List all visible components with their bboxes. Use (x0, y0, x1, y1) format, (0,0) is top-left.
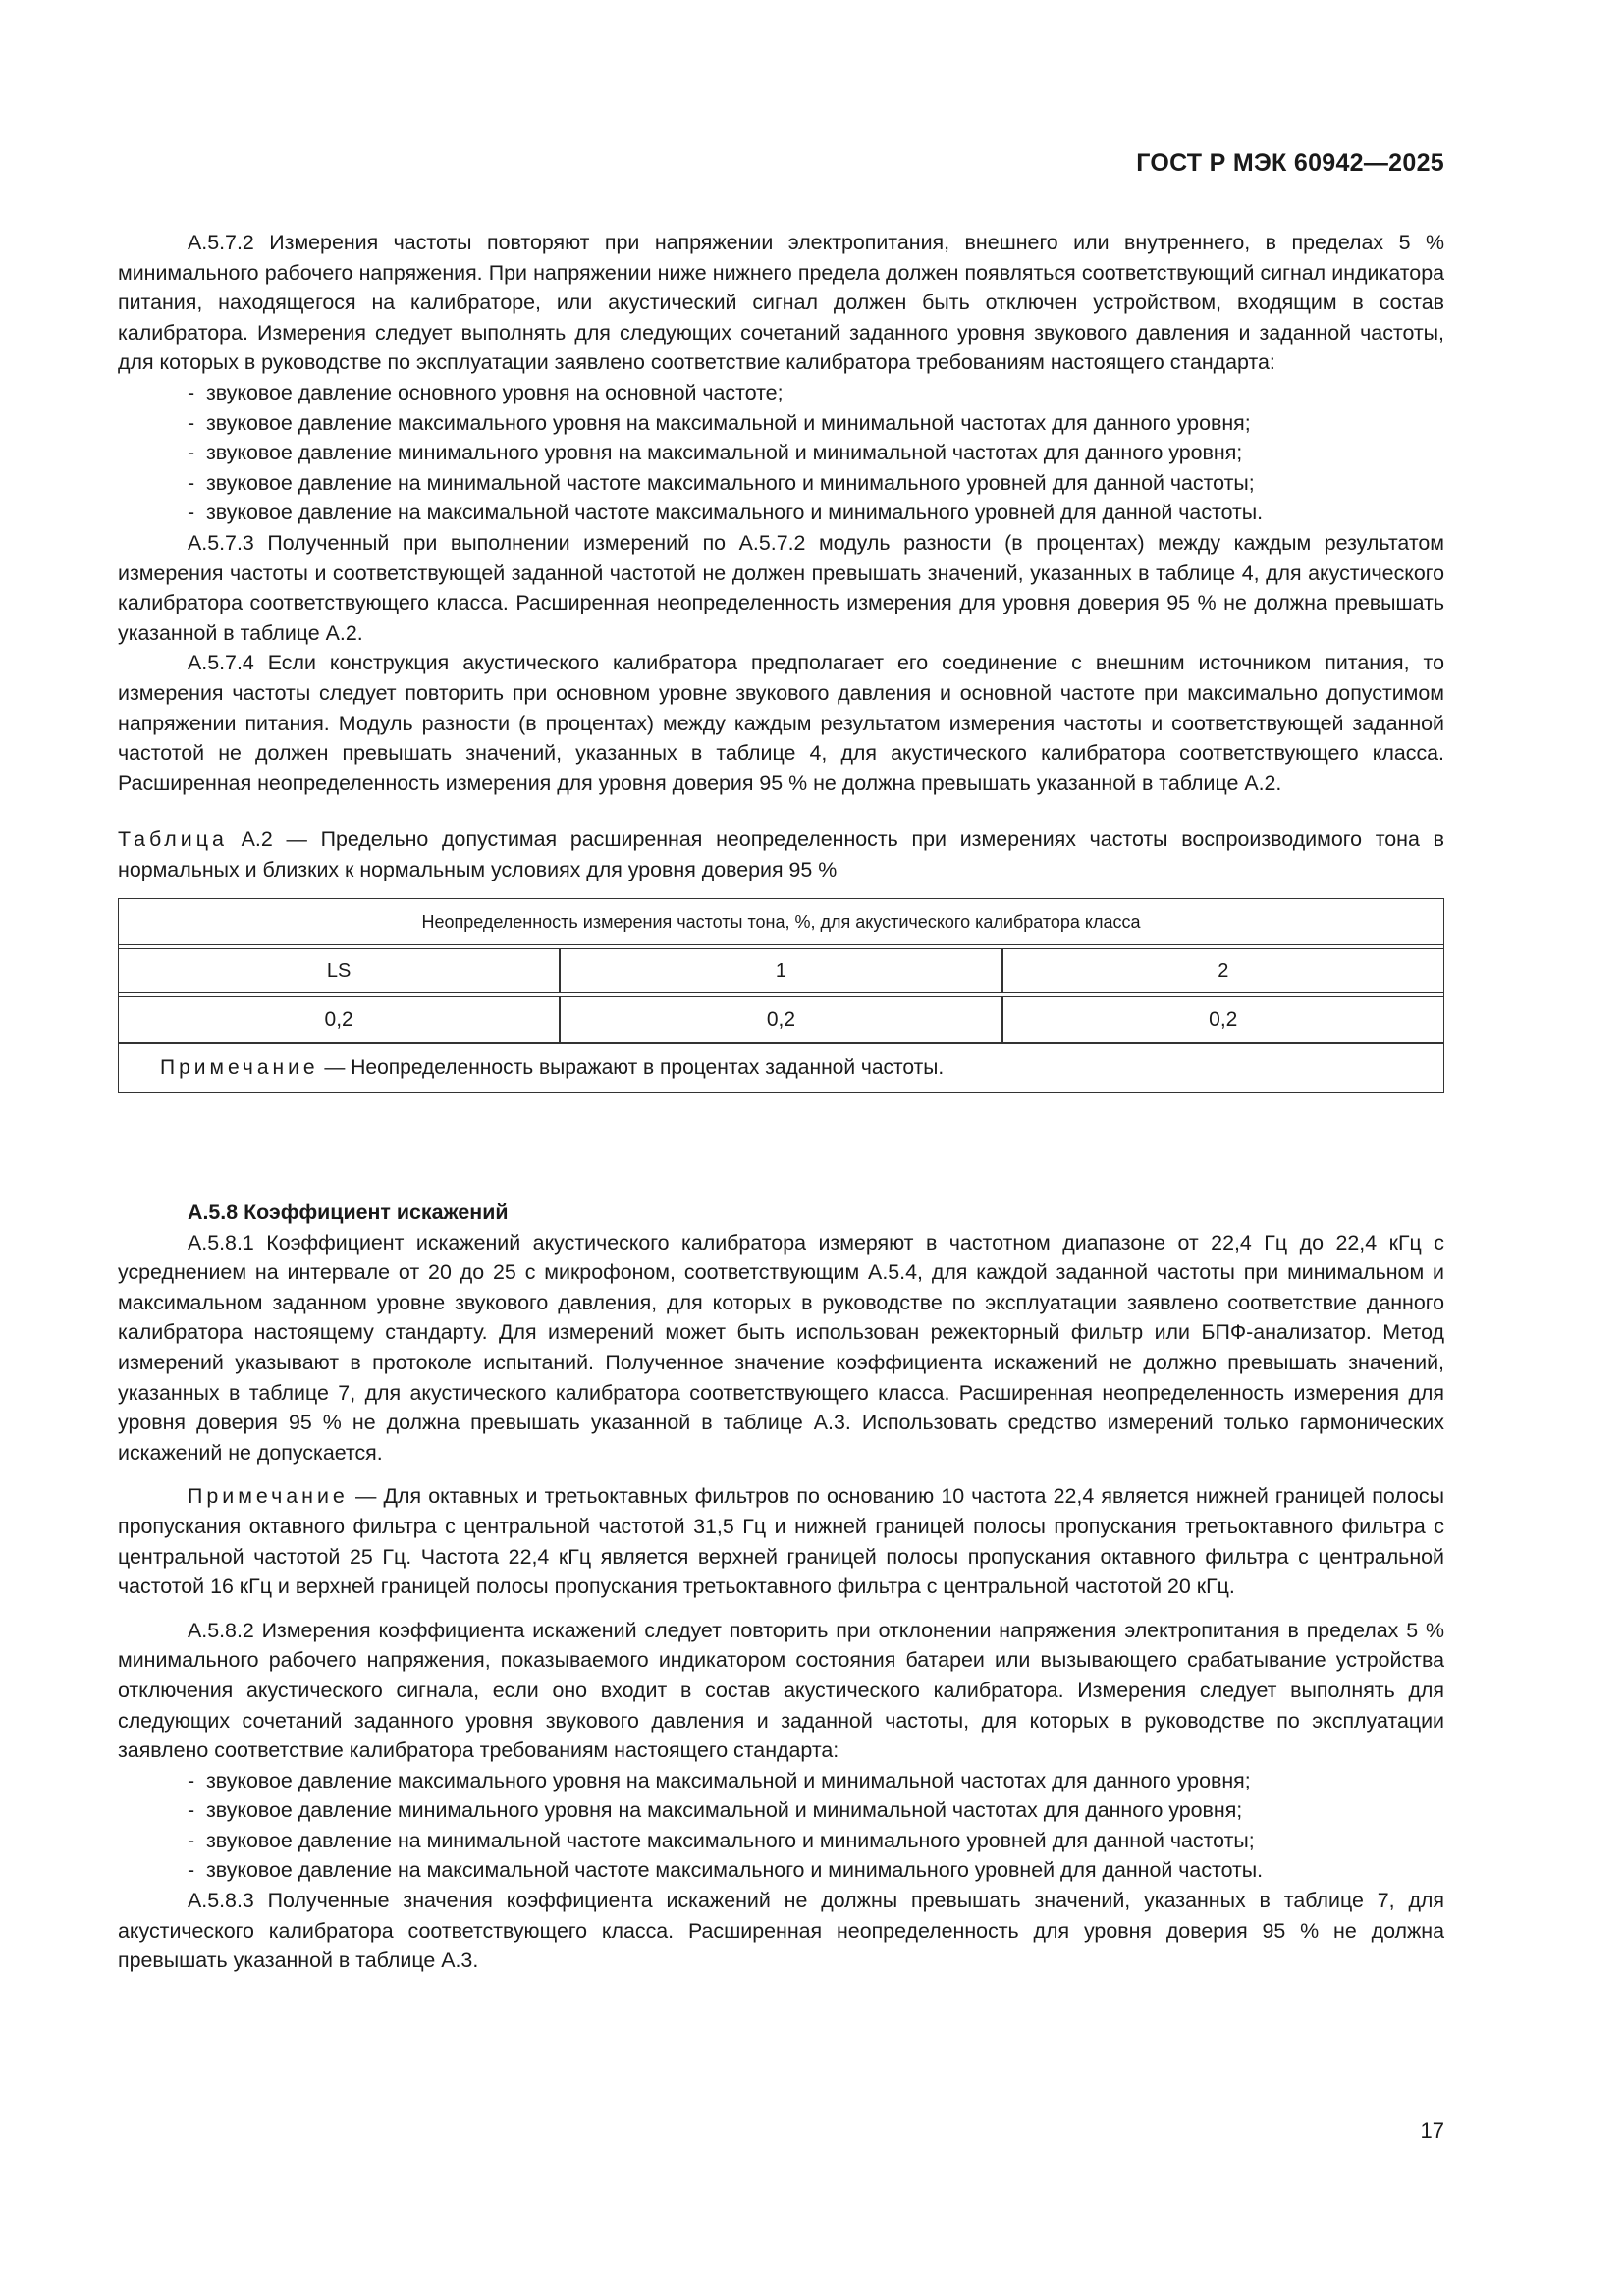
paragraph-a583: А.5.8.3 Полученные значения коэффициента искажений не должны превышать значений, указанных в таблице 7, для акустического калибратора соответствующего класса. Расширенная неопределенность для уровня доверия 95 % не должна превышать указанной в таблице А.3. (118, 1889, 1444, 1973)
table-header: Неопределенность измерения частоты тона, %, для акустического калибратора класса (118, 898, 1444, 945)
table-note-label: Примечание (160, 1056, 319, 1080)
table-class-1: 1 (560, 948, 1001, 993)
list-a582 (118, 1766, 1444, 1886)
note-a581 (118, 1481, 1444, 1601)
list-item: - звуковое давление на минимальной частоте максимального и минимального уровней для данной частоты; (188, 1826, 1444, 1856)
table-caption-text: А.2 — Предельно допустимая расширенная неопределенность при измерениях частоты воспроизводимого тона в нормальных и близких к нормальным условиях для уровня доверия 95 % (118, 828, 1444, 881)
table-a2 (118, 898, 1444, 1093)
table-value-ls: 0,2 (118, 996, 560, 1043)
table-a2-caption (118, 825, 1444, 884)
paragraph-a582: А.5.8.2 Измерения коэффициента искажений следует повторить при отклонении напряжения электропитания в пределах 5 % минимального рабочего напряжения, показываемого индикатором состояния батареи или вызывающего срабатывание устройства отключения акустического сигнала, если оно входит в состав акустического калибратора. Измерения следует выполнять для следующих сочетаний заданного уровня звукового давления и заданной частоты, для которых в руководстве по эксплуатации заявлено соответствие калибратора требованиям настоящего стандарта: (118, 1618, 1444, 1763)
list-item: - звуковое давление максимального уровня на максимальной и минимальной частотах для данного уровня; (188, 1766, 1444, 1796)
list-item: - звуковое давление минимального уровня на максимальной и минимальной частотах для данного уровня; (188, 438, 1444, 468)
list-item: - звуковое давление максимального уровня на максимальной и минимальной частотах для данного уровня; (188, 408, 1444, 439)
note-text: — Для октавных и третьоктавных фильтров по основанию 10 частота 22,4 является нижней границей полосы пропускания октавного фильтра с центральной частотой 31,5 Гц и нижней границей полосы пропускания третьоктавного фильтра с центральной частотой 25 Гц. Частота 22,4 кГц является верхней границей полосы пропускания октавного фильтра с центральной частотой 16 кГц и верхней границей полосы пропускания третьоктавного фильтра с центральной частотой 20 кГц. (118, 1484, 1444, 1599)
note-label: Примечание (188, 1484, 349, 1509)
list-item: - звуковое давление на максимальной частоте максимального и минимального уровней для данной частоты. (188, 498, 1444, 528)
list-item: - звуковое давление минимального уровня на максимальной и минимальной частотах для данного уровня; (188, 1795, 1444, 1826)
table-label: Таблица (118, 828, 228, 852)
list-item: - звуковое давление на максимальной частоте максимального и минимального уровней для данной частоты. (188, 1855, 1444, 1886)
section-a58-block (118, 1172, 1444, 1976)
paragraph-a574: А.5.7.4 Если конструкция акустического калибратора предполагает его соединение с внешним источником питания, то измерения частоты следует повторить при основном уровне звукового давления и основной частоте при максимально допустимом напряжении питания. Модуль разности (в процентах) между каждым результатом измерения частоты и соответствующей заданной частотой не должен превышать значений, указанных в таблице 4, для акустического калибратора соответствующего класса. Расширенная неопределенность измерения для уровня доверия 95 % не должна превышать указанной в таблице А.2. (118, 651, 1444, 795)
section-title-a58: А.5.8 Коэффициент искажений (188, 1201, 509, 1224)
table-note-text: — Неопределенность выражают в процентах заданной частоты. (324, 1056, 945, 1080)
table-class-2: 2 (1002, 948, 1444, 993)
list-a572 (118, 378, 1444, 528)
paragraph-a573: А.5.7.3 Полученный при выполнении измерений по А.5.7.2 модуль разности (в процентах) между каждым результатом измерения частоты и соответствующей заданной частотой не должен превышать значений, указанных в таблице 4, для акустического калибратора соответствующего класса. Расширенная неопределенность измерения для уровня доверия 95 % не должна превышать указанной в таблице А.2. (118, 530, 1444, 645)
table-class-ls: LS (118, 948, 560, 993)
list-item: - звуковое давление на минимальной частоте максимального и минимального уровней для данной частоты; (188, 468, 1444, 499)
paragraph-a572: А.5.7.2 Измерения частоты повторяют при напряжении электропитания, внешнего или внутреннего, в пределах 5 % минимального рабочего напряжения. При напряжении ниже нижнего предела должен появляться соответствующий сигнал индикатора питания, находящегося на калибраторе, или акустический сигнал должен быть отключен устройством, входящим в состав калибратора. Измерения следует выполнять для следующих сочетаний заданного уровня звукового давления и заданной частоты, для которых в руководстве по эксплуатации заявлено соответствие калибратора требованиям настоящего стандарта: (118, 231, 1444, 375)
table-note (118, 1043, 1444, 1093)
page-number: 17 (1420, 2118, 1444, 2143)
section-a57-block (118, 228, 1444, 1093)
standard-header: ГОСТ Р МЭК 60942—2025 (1136, 149, 1444, 177)
table-value-1: 0,2 (560, 996, 1001, 1043)
paragraph-a581: А.5.8.1 Коэффициент искажений акустического калибратора измеряют в частотном диапазоне от 22,4 Гц до 22,4 кГц с усреднением на интервале от 20 до 25 с микрофоном, соответствующим А.5.4, для каждой заданной частоты при минимальном и максимальном заданном уровне звукового давления, для которых в руководстве по эксплуатации заявлено соответствие данного калибратора настоящему стандарту. Для измерений может быть использован режекторный фильтр или БПФ-анализатор. Метод измерений указывают в протоколе испытаний. Полученное значение коэффициента искажений не должно превышать значений, указанных в таблице 7, для акустического калибратора соответствующего класса. Расширенная неопределенность измерения для уровня доверия 95 % не должна превышать указанной в таблице А.3. Использовать средство измерений только гармонических искажений не допускается. (118, 1230, 1444, 1465)
table-value-2: 0,2 (1002, 996, 1444, 1043)
list-item: - звуковое давление основного уровня на основной частоте; (188, 378, 1444, 408)
